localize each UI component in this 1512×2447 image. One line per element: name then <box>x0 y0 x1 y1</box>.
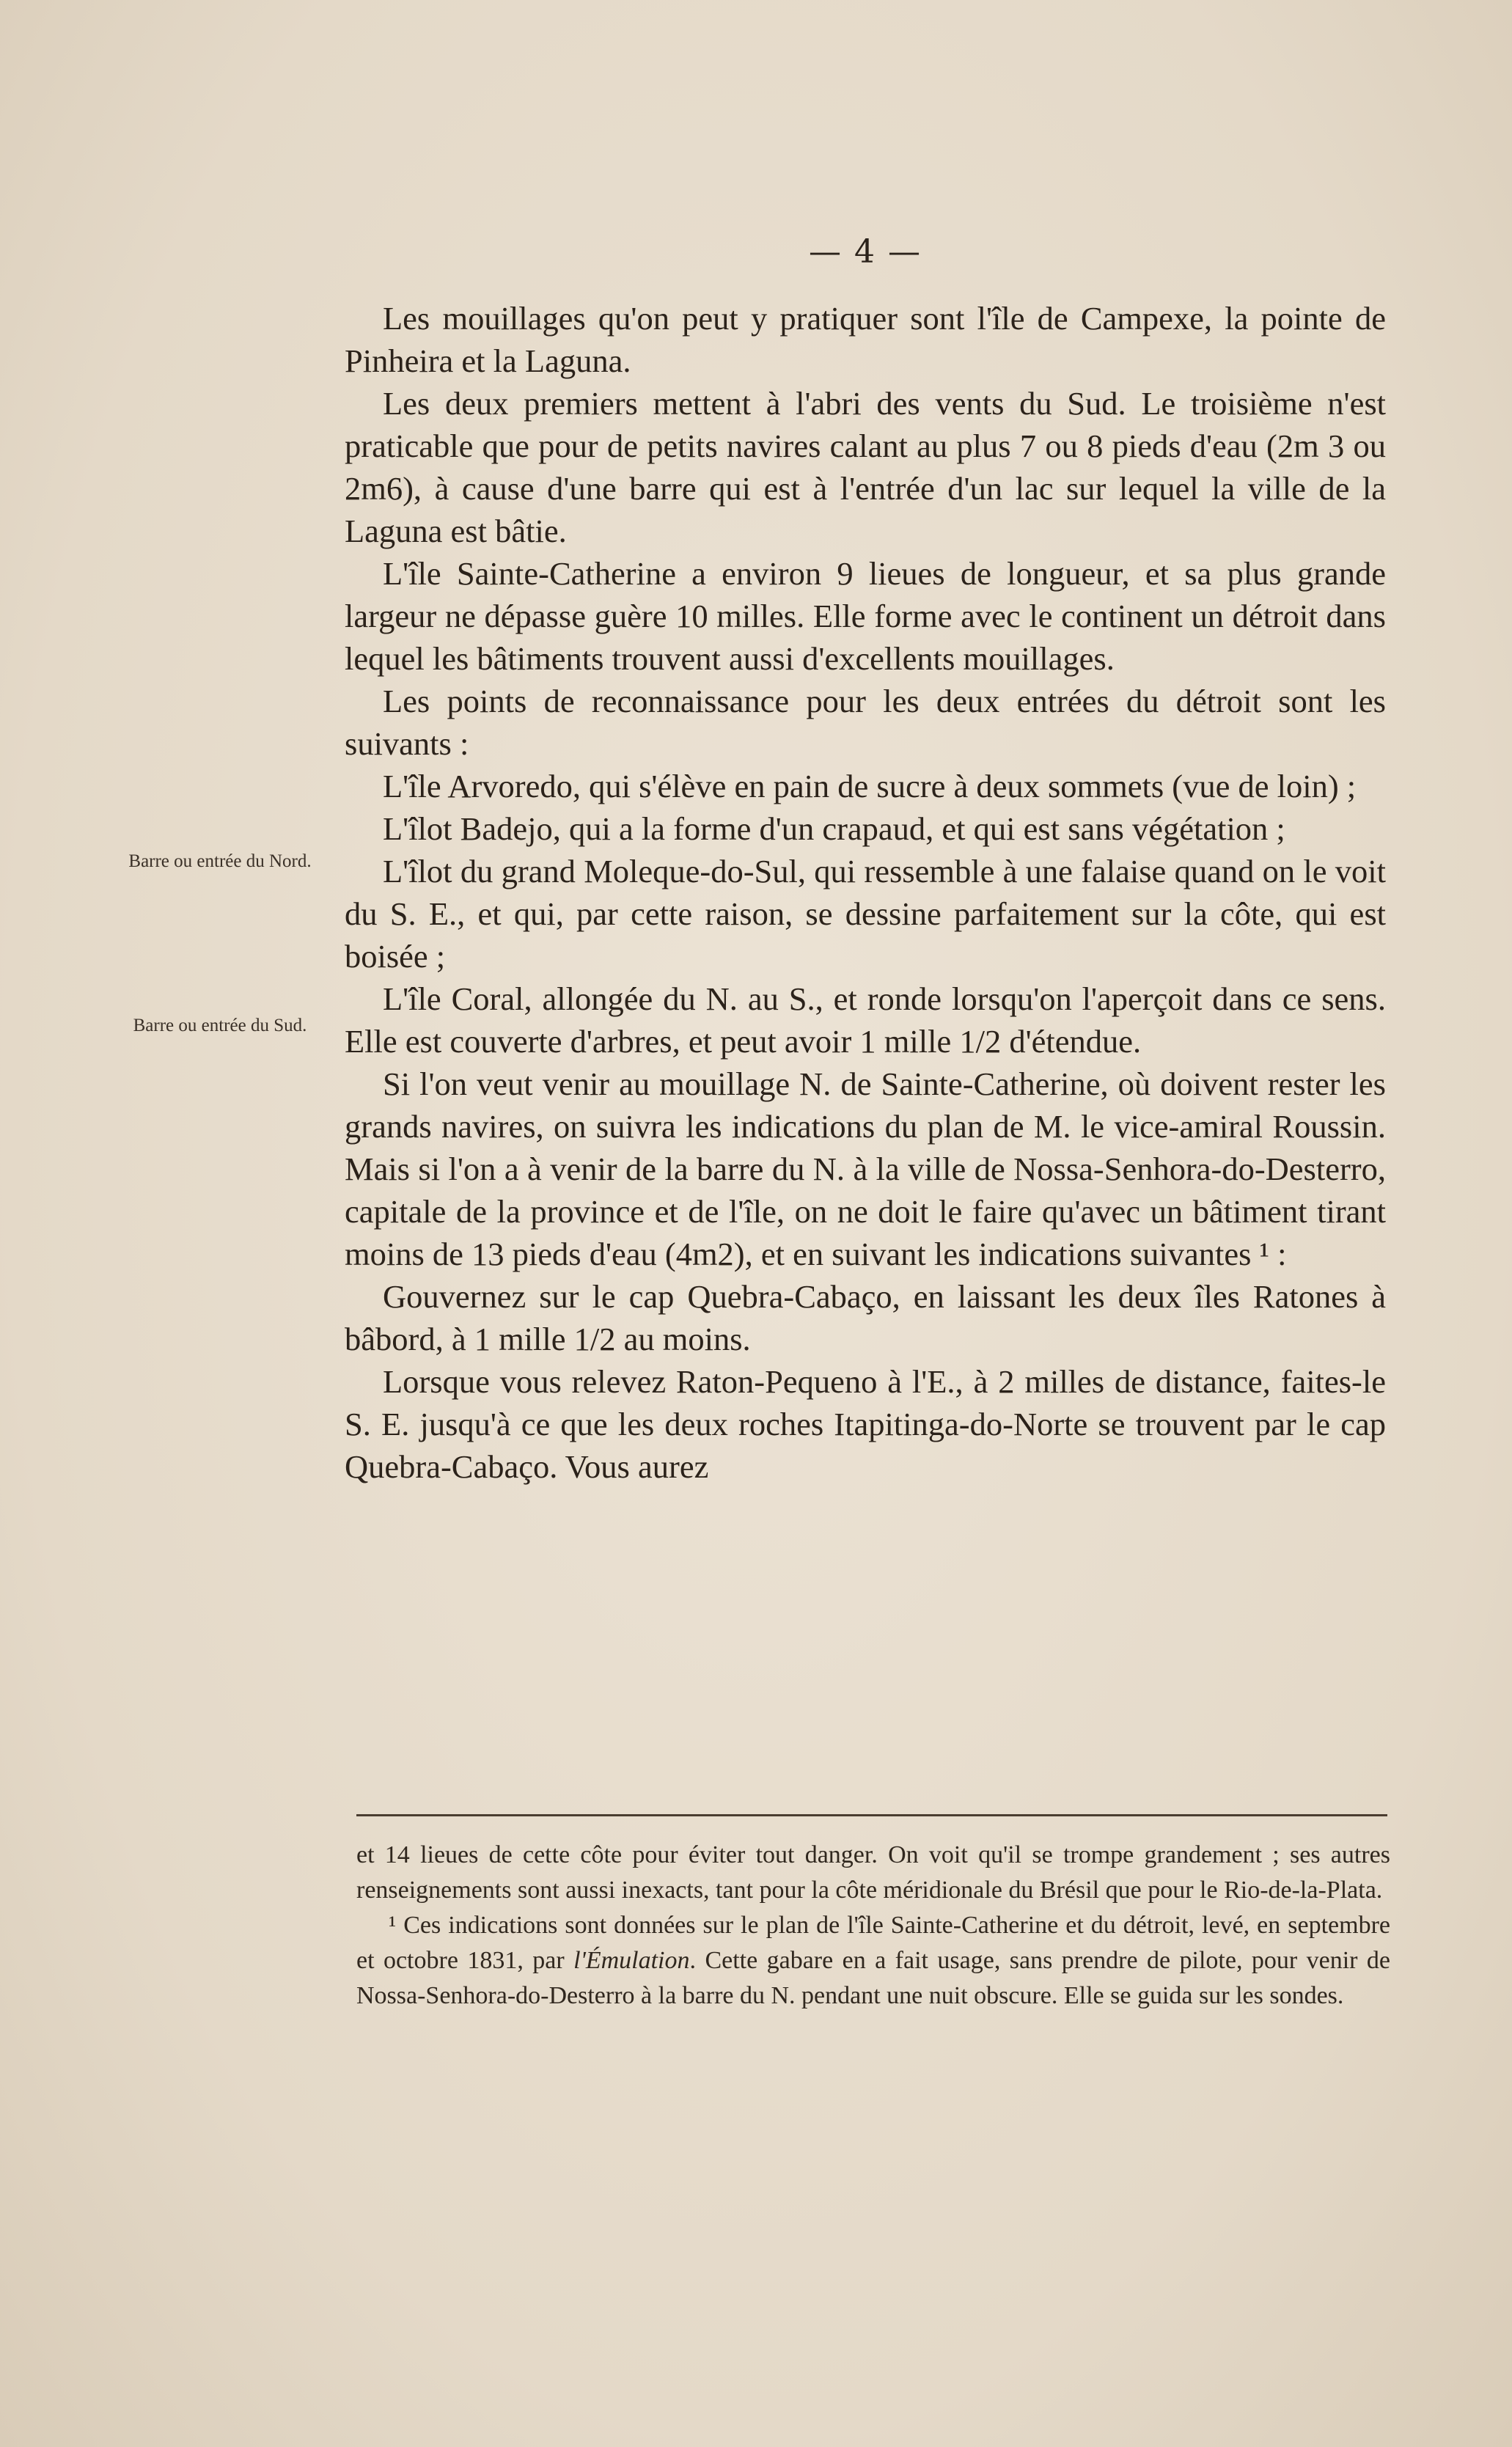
footnote-continued: et 14 lieues de cette côte pour éviter tout danger. On voit qu'il se trompe grandement ; ses autres renseignements sont aussi inexacts, tant pour la côte méridionale du Brésil que pour le Rio-de-la-Plata. <box>356 1841 1390 1904</box>
paragraph: Les deux premiers mettent à l'abri des vents du Sud. Le troisième n'est praticable que pour de petits navires calant au plus 7 ou 8 pieds d'eau (2m 3 ou 2m6), à cause d'une barre qui est à l'entrée d'un lac sur lequel la ville de la Laguna est bâtie. <box>345 385 1386 549</box>
paragraph: Gouvernez sur le cap Quebra-Cabaço, en laissant les deux îles Ratones à bâbord, à 1 mille 1/2 au moins. <box>345 1278 1386 1357</box>
paragraph: Les points de reconnaissance pour les deux entrées du détroit sont les suivants : <box>345 683 1386 762</box>
paragraph: L'île Sainte-Catherine a environ 9 lieues de longueur, et sa plus grande largeur ne dépasse guère 10 milles. Elle forme avec le continent un détroit dans lequel les bâtiments trouvent aussi d'excellents mouillages. <box>345 555 1386 677</box>
paragraph: Les mouillages qu'on peut y pratiquer sont l'île de Campexe, la pointe de Pinheira et la Laguna. <box>345 300 1386 379</box>
paragraph: L'île Arvoredo, qui s'élève en pain de sucre à deux sommets (vue de loin) ; <box>383 768 1357 804</box>
paragraph: L'île Coral, allongée du N. au S., et ronde lorsqu'on l'aperçoit dans ce sens. Elle est couverte d'arbres, et peut avoir 1 mille 1/2 d'étendue. <box>345 980 1386 1060</box>
paragraph: L'îlot Badejo, qui a la forme d'un crapaud, et qui est sans végétation ; <box>383 810 1285 847</box>
main-text <box>345 297 1386 1488</box>
footnote-1-text: Ces indications sont données sur le plan de l'île Sainte-Catherine et du détroit, levé, en septembre et octobre 1831, par <box>356 1912 1390 1974</box>
footnote-1-text-end: . Cette gabare en a fait usage, sans prendre de pilote, pour venir de Nossa-Senhora-do-Desterro à la barre du N. pendant une nuit obscure. Elle se guida sur les sondes. <box>356 1947 1391 2009</box>
margin-note-south: Barre ou entrée du Sud. <box>133 1016 307 1035</box>
ship-name: l'Émulation <box>573 1947 690 1974</box>
footnote-rule <box>356 1814 1387 1816</box>
footnotes <box>356 1838 1390 2014</box>
footnote-1 <box>356 1908 1390 2014</box>
paragraph: Si l'on veut venir au mouillage N. de Sainte-Catherine, où doivent rester les grands navires, on suivra les indications du plan de M. le vice-amiral Roussin. Mais si l'on a à venir de la barre du N. à la ville de Nossa-Senhora-do-Desterro, capitale de la province et de l'île, on ne doit le faire qu'avec un bâtiment tirant moins de 13 pieds d'eau (4m2), et en suivant les indications suivantes ¹ : <box>345 1065 1386 1272</box>
margin-note-north: Barre ou entrée du Nord. <box>128 851 312 871</box>
footnote-marker: ¹ <box>389 1912 397 1939</box>
paragraph: L'îlot du grand Moleque-do-Sul, qui ressemble à une falaise quand on le voit du S. E., et qui, par cette raison, se dessine parfaitement sur la côte, qui est boisée ; <box>345 853 1386 975</box>
paragraph: Lorsque vous relevez Raton-Pequeno à l'E., à 2 milles de distance, faites-le S. E. jusqu'à ce que les deux roches Itapitinga-do-Norte se trouvent par le cap Quebra-Cabaço. Vous aurez <box>345 1363 1386 1485</box>
page-number: — 4 — <box>809 233 922 271</box>
